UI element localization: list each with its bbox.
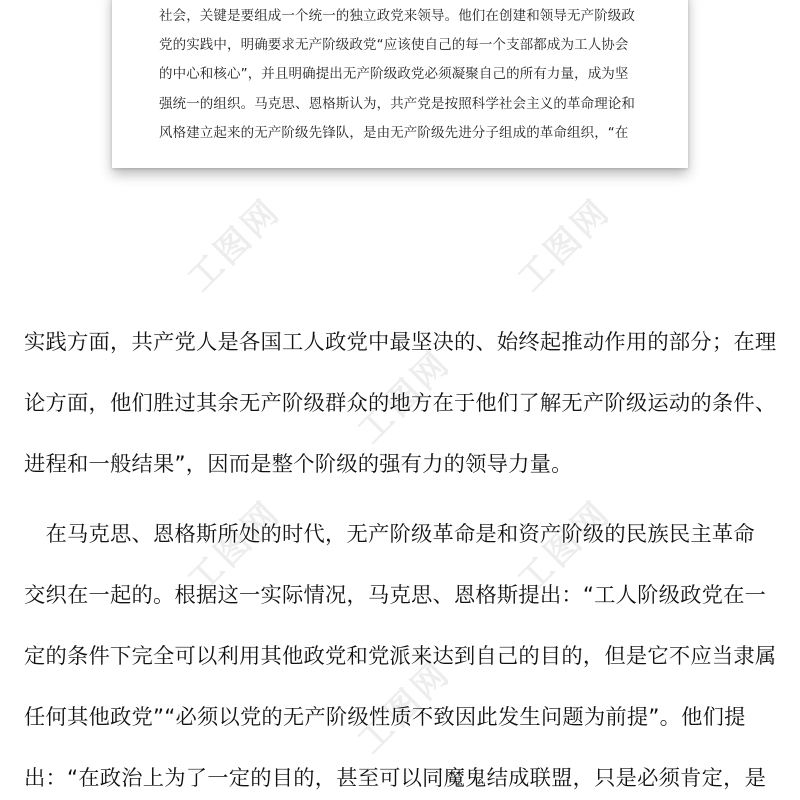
- card-line: 的中心和核心”，并且明确提出无产阶级政党必须凝聚自己的所有力量，成为坚: [159, 66, 629, 83]
- body-line: 定的条件下完全可以利用其他政党和党派来达到自己的目的，但是它不应当隶属: [24, 644, 777, 669]
- card-line: 党的实践中，明确要求无产阶级政党“应该使自己的每一个支部都成为工人协会: [159, 37, 629, 54]
- body-line: 进程和一般结果”，因而是整个阶级的强有力的领导力量。: [24, 452, 573, 477]
- body-line: 在马克思、恩格斯所处的时代，无产阶级革命是和资产阶级的民族民主革命: [24, 522, 755, 547]
- page-preview-card: [112, 0, 688, 168]
- body-line: 论方面，他们胜过其余无产阶级群众的地方在于他们了解无产阶级运动的条件、: [24, 391, 777, 416]
- watermark-1: 工图网: [180, 190, 289, 300]
- body-line: 交织在一起的。根据这一实际情况，马克思、恩格斯提出：“工人阶级政党在一: [24, 583, 767, 608]
- watermark-2: 工图网: [510, 190, 619, 300]
- body-line: 实践方面，共产党人是各国工人政党中最坚决的、始终起推动作用的部分；在理: [24, 330, 777, 355]
- watermark-6: 工图网: [350, 652, 459, 762]
- watermark-5: 工图网: [510, 492, 619, 602]
- body-line: 出：“在政治上为了一定的目的，甚至可以同魔鬼结成联盟，只是必须肯定，是: [24, 766, 767, 791]
- watermark-4: 工图网: [180, 492, 289, 602]
- card-line: 社会，关键是要组成一个统一的独立政党来领导。他们在创建和领导无产阶级政: [159, 8, 635, 24]
- card-line: 风格建立起来的无产阶级先锋队，是由无产阶级先进分子组成的革命组织，“在: [159, 124, 629, 141]
- watermark-3: 工图网: [350, 342, 459, 452]
- body-line: 任何其他政党”“必须以党的无产阶级性质不致因此发生问题为前提”。他们提: [24, 705, 746, 730]
- card-line: 强统一的组织。马克思、恩格斯认为，共产党是按照科学社会主义的革命理论和: [159, 95, 635, 112]
- card-text: [159, 0, 659, 148]
